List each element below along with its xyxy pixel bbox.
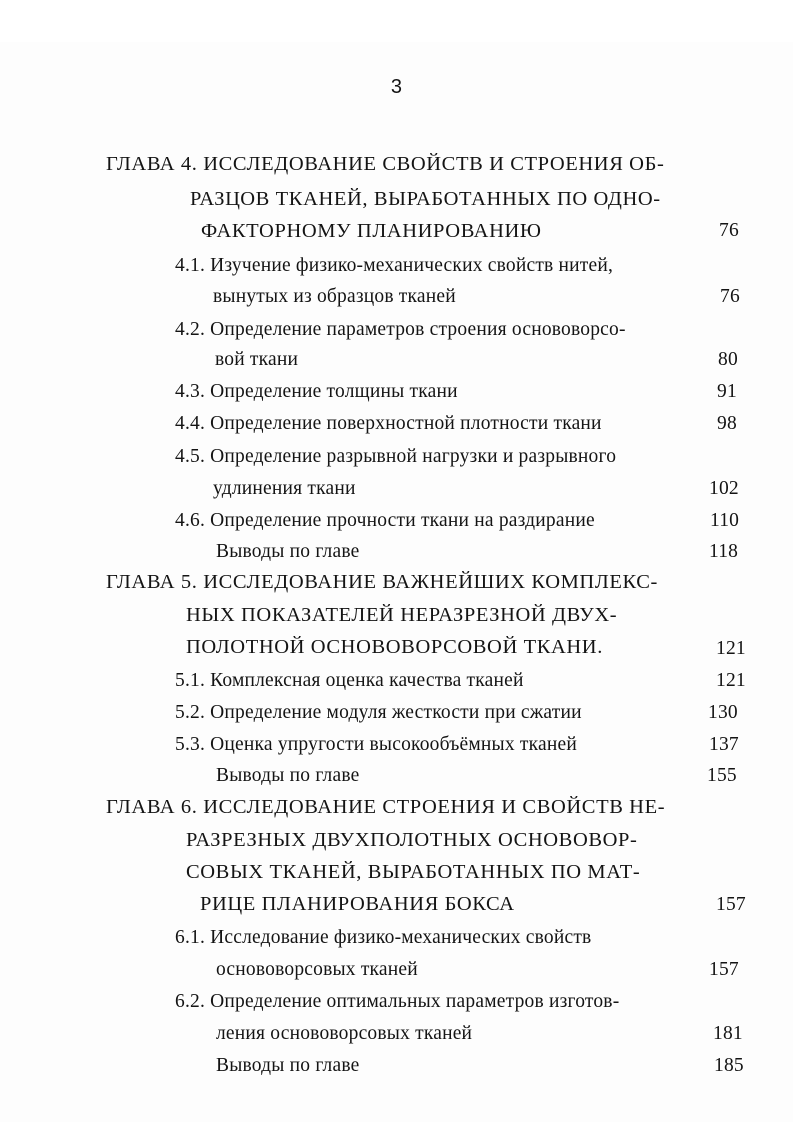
chapter-5-conclusions: Выводы по главе	[216, 765, 360, 786]
section-4-2-page: 80	[718, 349, 738, 370]
section-4-3: 4.3. Определение толщины ткани	[175, 381, 458, 402]
section-4-4-page: 98	[717, 413, 737, 434]
chapter-4-heading-line-1: ГЛАВА 4. ИССЛЕДОВАНИЕ СВОЙСТВ И СТРОЕНИЯ ОБ-	[106, 153, 665, 175]
chapter-6-conclusions-page: 185	[714, 1055, 744, 1076]
section-4-2-line-2: вой ткани	[215, 349, 299, 370]
section-6-1-line-2: основоворсовых тканей	[216, 959, 418, 980]
chapter-5-page-number: 121	[716, 638, 746, 659]
section-5-3-page: 137	[709, 734, 739, 755]
section-4-2-line-1: 4.2. Определение параметров строения основоворсо-	[175, 319, 626, 340]
chapter-6-conclusions: Выводы по главе	[216, 1055, 360, 1076]
section-4-5-line-2: удлинения ткани	[213, 478, 356, 499]
section-4-3-page: 91	[717, 381, 737, 402]
chapter-4-page-number: 76	[719, 220, 739, 241]
section-6-1-page: 157	[709, 959, 739, 980]
section-4-5-page: 102	[709, 478, 739, 499]
section-5-3: 5.3. Оценка упругости высокообъёмных тканей	[175, 734, 577, 755]
chapter-6-heading-line-3: СОВЫХ ТКАНЕЙ, ВЫРАБОТАННЫХ ПО МАТ-	[186, 861, 641, 883]
section-6-2-line-2: ления основоворсовых тканей	[216, 1023, 473, 1044]
section-5-2-page: 130	[708, 702, 738, 723]
section-6-2-page: 181	[713, 1023, 743, 1044]
section-4-1-page: 76	[720, 286, 740, 307]
section-5-1: 5.1. Комплексная оценка качества тканей	[175, 670, 524, 691]
chapter-4-conclusions: Выводы по главе	[216, 541, 360, 562]
section-4-6-page: 110	[710, 510, 740, 531]
scan-top-margin	[0, 0, 793, 42]
chapter-4-heading-line-2: РАЗЦОВ ТКАНЕЙ, ВЫРАБОТАННЫХ ПО ОДНО-	[190, 188, 661, 210]
chapter-4-heading-line-3: ФАКТОРНОМУ ПЛАНИРОВАНИЮ	[201, 220, 542, 242]
chapter-6-heading-line-4: РИЦЕ ПЛАНИРОВАНИЯ БОКСА	[200, 893, 515, 915]
chapter-5-conclusions-page: 155	[707, 765, 737, 786]
section-4-1-line-2: вынутых из образцов тканей	[213, 286, 456, 307]
section-4-1-line-1: 4.1. Изучение физико-механических свойств нитей,	[175, 255, 614, 276]
chapter-6-page-number: 157	[716, 894, 746, 915]
section-5-2: 5.2. Определение модуля жесткости при сжатии	[175, 702, 582, 723]
section-5-1-page: 121	[716, 670, 746, 691]
chapter-5-heading-line-2: НЫХ ПОКАЗАТЕЛЕЙ НЕРАЗРЕЗНОЙ ДВУХ-	[186, 604, 618, 626]
chapter-5-heading-line-1: ГЛАВА 5. ИССЛЕДОВАНИЕ ВАЖНЕЙШИХ КОМПЛЕКС-	[106, 571, 658, 593]
chapter-4-conclusions-page: 118	[709, 541, 739, 562]
section-4-4: 4.4. Определение поверхностной плотности ткани	[175, 413, 602, 434]
section-4-6: 4.6. Определение прочности ткани на раздирание	[175, 510, 595, 531]
chapter-6-heading-line-1: ГЛАВА 6. ИССЛЕДОВАНИЕ СТРОЕНИЯ И СВОЙСТВ НЕ-	[106, 796, 666, 818]
section-4-5-line-1: 4.5. Определение разрывной нагрузки и разрывного	[175, 446, 617, 467]
chapter-6-heading-line-2: РАЗРЕЗНЫХ ДВУХПОЛОТНЫХ ОСНОВОВОР-	[186, 829, 638, 851]
page-number: 3	[390, 76, 403, 98]
section-6-2-line-1: 6.2. Определение оптимальных параметров изготов-	[175, 991, 620, 1012]
chapter-5-heading-line-3: ПОЛОТНОЙ ОСНОВОВОРСОВОЙ ТКАНИ.	[186, 636, 603, 658]
section-6-1-line-1: 6.1. Исследование физико-механических свойств	[175, 927, 592, 948]
